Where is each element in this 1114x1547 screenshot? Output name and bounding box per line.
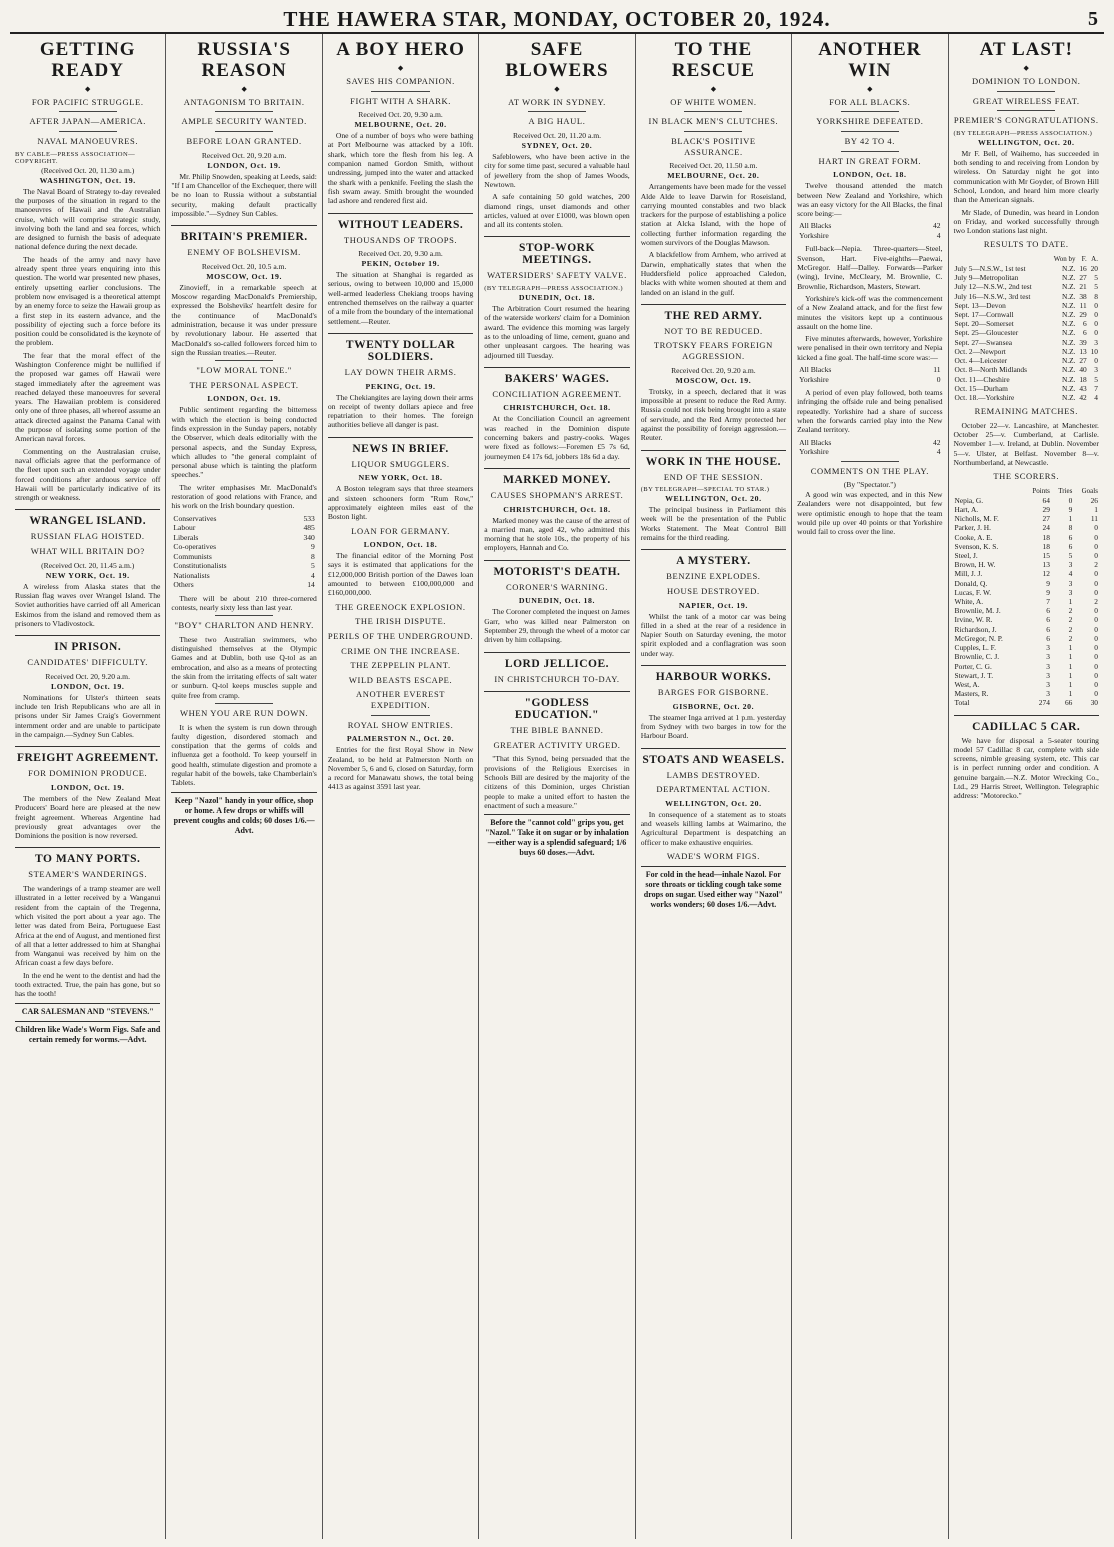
deck: BEFORE LOAN GRANTED. — [186, 136, 302, 147]
paragraph: These two Australian swimmers, who distinguished themselves at the Olympic Games and at Dublin, both use Q-tol as an embrocation, and also as a means of protecting the skin from the irritating effects of salt water or sunburn. Q-tol keeps muscles supple and quite free from cramp. — [171, 634, 317, 700]
advertisement: For cold in the head—inhale Nazol. For sore throats or tickling cough take some drops on sugar. Used either way "Nazol" works wonders; 60 doses 1/6.—Advt. — [641, 866, 786, 910]
column-7 — [949, 34, 1104, 1539]
divider — [215, 703, 273, 704]
table-row: Parker, J. H. 24 8 0 — [954, 523, 1098, 533]
column-1 — [10, 34, 166, 1539]
paragraph: The wanderings of a tramp steamer are well illustrated in a letter received by a Wanganui resident from the captain of the Tregenna, which visited the port about a year ago. The letter was dated from Beira, Portuguese East Africa at the end of August, and mentioned first of all that a letter addressed to him at Shanghai from Wanganui was received by him on the African coast a few days before. — [15, 884, 161, 968]
dateline: LONDON, Oct. 19. — [207, 394, 281, 404]
divider — [841, 111, 899, 112]
table-row: Conservatives 533 — [173, 513, 315, 523]
column-3 — [323, 34, 479, 1539]
deck: THE GREENOCK EXPLOSION. — [335, 601, 466, 612]
paragraph: A blackfellow from Arnhem, who arrived at Darwin, emphatically states that when the Huddersfield police approached Caledon, blacks with white women shouted at them and landed on an island in the gulf. — [640, 250, 787, 297]
deck: GREATER ACTIVITY URGED. — [493, 739, 621, 750]
subheadline: IN PRISON. — [15, 635, 160, 653]
deck: BY 42 TO 4. — [844, 136, 895, 147]
star-ornament: ◆ — [397, 63, 404, 72]
subheadline: WRANGEL ISLAND. — [15, 509, 160, 527]
dateline: MELBOURNE, Oct. 20. — [354, 120, 447, 130]
table-row: Brownlie, C. J. 3 1 0 — [954, 652, 1098, 662]
received-time: Received Oct. 20, 9.30 a.m. — [358, 249, 443, 259]
dateline: DUNEDIN, Oct. 18. — [518, 596, 596, 606]
paragraph: Public sentiment regarding the bitterness with which the election is being conducted finds expression in the Sunday papers, notably the Observer, which deals editorially with the personal aspects, and the Sunday Express, which alludes to "the general complaint of personal abuse which is tainting the platform speeches." — [171, 405, 317, 480]
table-row: Sept. 25—Gloucester N.Z. 6 0 — [954, 328, 1098, 338]
deck: THE PERSONAL ASPECT. — [189, 379, 299, 390]
deck: HART IN GREAT FORM. — [818, 155, 922, 166]
table-row: Nationalists 4 — [173, 570, 315, 580]
divider — [215, 360, 273, 361]
paragraph: Zinovieff, in a remarkable speech at Moscow regarding MacDonald's Premiership, expressed the Bolsheviks' heartfelt desire for the continuance of MacDonald's administration, because it was under pressure by revolutionary labour. He asserted that MacDonald's so-called followers forced him to sign the Russian treaties.—Reuter. — [171, 282, 317, 357]
paragraph: Entries for the first Royal Show in New Zealand, to be held at Palmerston North on November 5, 6 and 6, closed on Saturday, form a record for Manawatu shows, the total being 4413 as against 3591 last year. — [327, 745, 474, 792]
table-row: Richardson, J. 6 2 0 — [954, 624, 1098, 634]
dateline: MOSCOW, Oct. 19. — [675, 375, 752, 385]
subheadline: FREIGHT AGREEMENT. — [15, 746, 160, 764]
table-row: All Blacks 11 — [799, 365, 941, 375]
dateline: PEKIN, October 19. — [361, 259, 440, 269]
dateline: LONDON, Oct. 19. — [50, 681, 125, 691]
divider — [215, 131, 273, 132]
table-row: All Blacks 42 — [799, 221, 941, 231]
scorers-title: THE SCORERS. — [993, 471, 1060, 482]
headline: TO THE RESCUE — [671, 39, 755, 81]
table-row: Brownlie, M. J. 6 2 0 — [954, 606, 1098, 616]
deck: "BOY" CHARLTON AND HENRY. — [174, 620, 314, 631]
deck: CORONER'S WARNING. — [506, 581, 608, 592]
table-row: Donald, Q. 9 3 0 — [954, 578, 1098, 588]
deck: FIGHT WITH A SHARK. — [350, 95, 451, 106]
table-row: Labour 485 — [173, 523, 315, 533]
table-row: Brown, H. W. 13 3 2 — [954, 560, 1098, 570]
dateline: GISBORNE, Oct. 20. — [672, 701, 755, 711]
deck: A BIG HAUL. — [528, 116, 586, 127]
party-candidates-table — [171, 514, 316, 590]
results-body — [954, 264, 1099, 402]
subheadline: STOATS AND WEASELS. — [641, 748, 786, 766]
paragraph: Safeblowers, who have been active in the city for some time past, secured a valuable haul of jewellery from the shop of James Woods, Newtown. — [484, 152, 630, 189]
deck: CAUSES SHOPMAN'S ARREST. — [490, 489, 624, 500]
columns — [10, 34, 1104, 1539]
deck: YORKSHIRE DEFEATED. — [816, 116, 924, 127]
star-ornament: ◆ — [554, 84, 560, 93]
subheadline: A MYSTERY. — [641, 549, 786, 567]
credit-line: BY CABLE—PRESS ASSOCIATION—COPYRIGHT. — [15, 150, 136, 165]
deck: THE BIBLE BANNED. — [510, 725, 604, 736]
table-row: Cooke, A. E. 18 6 0 — [954, 532, 1098, 542]
headline: A BOY HERO — [336, 39, 465, 60]
divider — [684, 111, 742, 112]
table-row: Lucas, F. W. 9 3 0 — [954, 587, 1098, 597]
divider — [371, 715, 429, 716]
headline: ANOTHER WIN — [818, 39, 922, 81]
deck: WHEN YOU ARE RUN DOWN. — [179, 707, 309, 718]
subheadline: HARBOUR WORKS. — [641, 665, 786, 683]
deck: WADE'S WORM FIGS. — [666, 851, 760, 861]
deck: PREMIER'S CONGRATULATIONS. — [953, 115, 1099, 126]
table-row: July 9—Metropolitan N.Z. 27 5 — [954, 273, 1098, 283]
deck: AT WORK IN SYDNEY. — [508, 96, 606, 107]
table-row: Nicholls, M. F. 27 1 11 — [954, 514, 1098, 524]
paragraph: The writer emphasises Mr. MacDonald's restoration of good relations with France, and his work on the Irish boundary question. — [171, 482, 317, 511]
dateline: PALMERSTON N., Oct. 20. — [346, 734, 455, 744]
paragraph: The steamer Inga arrived at 1 p.m. yesterday from Sydney with two barges in tow for the Harbour Board. — [640, 712, 787, 741]
deck: BARGES FOR GISBORNE. — [657, 687, 769, 698]
advertisement: CAR SALESMAN AND "STEVENS." — [15, 1003, 160, 1017]
team-lineup: Full-back—Nepia. Three-quarters—Steel, Svenson, Hart. Five-eighths—Paewai, McGregor. Half—Dalley. Forwards—Parker (wing), Irvine, McCleary, M. Brownlie, C. Brownlie, Richardson, Masters, Stewart. — [797, 244, 943, 291]
star-ornament: ◆ — [85, 84, 91, 93]
subheadline: MOTORIST'S DEATH. — [484, 560, 629, 578]
paragraph: Arrangements have been made for the vessel Alde Alde to leave Darwin for Roseisland, carrying mounted constables and two black trackers for the purpose of establishing a police station at Alcka Island, with the hope of collecting further information regarding the women survivors of the Douglas Mawson. — [640, 182, 787, 248]
table-row: Oct. 11—Cheshire N.Z. 18 5 — [954, 374, 1098, 384]
paragraph: A wireless from Alaska states that the Russian flag waves over Wrangel Island. The Soviet authorities have carried off all American Eskimos from the island and removed them as prisoners to Vladivostock. — [15, 581, 161, 628]
dateline: SYDNEY, Oct. 20. — [521, 141, 593, 151]
table-row: Sept. 20—Somerset N.Z. 6 0 — [954, 319, 1098, 329]
credit-line: (BY TELEGRAPH—PRESS ASSOCIATION.) — [953, 129, 1093, 137]
remaining-matches: October 22—v. Lancashire, at Manchester. October 25—v. Cumberland, at Carlisle. November 1—v. Ireland, at Dublin. November 5—v. Ulster, at Belfast. November 8—v. Northumberland, at Newcastle. — [953, 420, 1099, 467]
column-4 — [479, 34, 635, 1539]
table-row: Stewart, J. T. 3 1 0 — [954, 670, 1098, 680]
paragraph: The Arbitration Court resumed the hearing of the waterside workers' claim for a Dominion award. The evidence this morning was largely as to the unloading of lime, cement, guano and other unpleasant cargoes. The hearing was adjourned till Tuesday. — [484, 304, 630, 360]
credit-line: (BY TELEGRAPH—PRESS ASSOCIATION.) — [484, 285, 623, 293]
table-row: Cupples, L. F. 3 1 0 — [954, 643, 1098, 653]
paragraph: Marked money was the cause of the arrest of a married man, aged 42, who admitted this morning that he stole 10s., the property of his employers, Hannah and Co. — [484, 515, 630, 553]
column-6 — [792, 34, 948, 1539]
column-5 — [636, 34, 792, 1539]
deck: LIQUOR SMUGGLERS. — [351, 458, 450, 469]
deck: ENEMY OF BOLSHEVISM. — [187, 247, 301, 258]
dateline: WELLINGTON, Oct. 20. — [665, 798, 762, 808]
deck: DEPARTMENTAL ACTION. — [656, 784, 771, 795]
deck: WHAT WILL BRITAIN DO? — [30, 546, 145, 557]
paragraph: There will be about 210 three-cornered contests, nearly sixty less than last year. — [171, 593, 317, 612]
subheadline: WITHOUT LEADERS. — [328, 213, 473, 231]
table-row: July 12—N.S.W., 2nd test N.Z. 21 5 — [954, 282, 1098, 292]
paragraph: Mr F. Bell, of Waihemo, has succeeded in both sending to and receiving from London by wireless. On Saturday night he got into communication with Mr Goyder, of Brown Hill School, London, and heard him more clearly than the American signals. — [953, 148, 1099, 205]
received-time: Received Oct. 20, 9.20 a.m. — [671, 365, 756, 375]
table-row: Sept. 17—Cornwall N.Z. 29 0 — [954, 310, 1098, 320]
dateline: LONDON, Oct. 18. — [833, 170, 907, 180]
paragraph: One of a number of boys who were bathing at Port Melbourne was attacked by a 10ft. shark, which tore the flesh from his leg. A companion named Gordon Smith, without undressing, jumped into the water and attacked the shark with a penknife. Feeling the slash the fish swam away. Smith brought the wounded lad ashore and rendered first aid. — [327, 131, 474, 206]
received-time: Received Oct. 20, 9.30 a.m. — [358, 110, 443, 120]
paragraph: "That this Synod, being persuaded that the provisions of the Religious Exercises in Schools Bill are desired by the majority of the citizens of this Dominion, urges Christian people to make a united effort to hasten the enactment of such a measure." — [484, 754, 630, 810]
table-row: Irvine, W. R. 6 2 0 — [954, 615, 1098, 625]
divider — [841, 151, 899, 152]
received-time: (Received Oct. 20, 11.45 a.m.) — [41, 560, 135, 570]
masthead-title: THE HAWERA STAR, MONDAY, OCTOBER 20, 1924. — [283, 6, 831, 31]
deck: ANTAGONISM TO BRITAIN. — [183, 96, 305, 107]
received-time: (Received Oct. 20, 11.30 a.m.) — [41, 165, 135, 175]
star-ornament: ◆ — [867, 84, 873, 93]
subheadline: MARKED MONEY. — [484, 468, 629, 486]
table-row: July 16—N.S.W., 3rd test N.Z. 38 8 — [954, 291, 1098, 301]
table-row: Oct. 2—Newport N.Z. 13 10 — [954, 346, 1098, 356]
paragraph: Mr. Philip Snowden, speaking at Leeds, said: "If I am Chancellor of the Exchequer, there will be no loan to Russia without a substantial security, making default practically impossible."—Sydney Sun Cables. — [171, 171, 317, 218]
column-2 — [166, 34, 322, 1539]
table-row: Oct. 4—Leicester N.Z. 27 0 — [954, 356, 1098, 366]
headline: RUSSIA'S REASON — [197, 39, 291, 81]
deck: LOAN FOR GERMANY. — [351, 525, 450, 536]
deck: NOT TO BE REDUCED. — [664, 325, 763, 336]
table-header: Won by F. A. — [1053, 255, 1098, 264]
deck: WATERSIDERS' SAFETY VALVE. — [487, 270, 627, 281]
deck: FOR DOMINION PRODUCE. — [28, 768, 148, 779]
advertisement: Children like Wade's Worm Figs. Safe and certain remedy for worms.—Advt. — [15, 1021, 160, 1045]
subheadline: "GODLESS EDUCATION." — [484, 691, 629, 721]
dateline: LONDON, Oct. 19. — [207, 160, 281, 170]
credit-line: (BY TELEGRAPH—SPECIAL TO STAR.) — [640, 486, 770, 494]
paragraph: Nominations for Ulster's thirteen seats include ten Irish Republicans who are all in prisons under Sir James Craig's Government internment order and are unable to participate in the campaign.—Sydney Sun Cables. — [15, 692, 161, 739]
paragraph: The Chekiangites are laying down their arms on receipt of twenty dollars apiece and free repatriation to their homes. The foreign authorities believe all danger is past. — [327, 392, 474, 430]
table-row-total: Total 274 66 30 — [954, 698, 1098, 708]
advertisement: Before the "cannot cold" grips you, get "Nazol." Take it on sugar or by inhalation—either way is a splendid safeguard; 1/6 buys 60 doses.—Advt. — [484, 814, 629, 858]
deck: THE IRISH DISPUTE. — [355, 616, 446, 627]
dateline: DUNEDIN, Oct. 18. — [518, 293, 596, 303]
subheadline: TO MANY PORTS. — [15, 847, 160, 865]
credit-line: (By "Spectator.") — [843, 480, 896, 490]
deck: PERILS OF THE UNDERGROUND. — [327, 630, 474, 641]
table-row: Communists 8 — [173, 551, 315, 561]
paragraph: The principal business in Parliament this week will be the presentation of the Public Works Statement. The Meat Control Bill remains for the third reading. — [640, 505, 787, 543]
received-time: Received Oct. 20, 9.20 a.m. — [201, 150, 287, 160]
deck: CANDIDATES' DIFFICULTY. — [27, 657, 149, 668]
paragraph: In the end he went to the dentist and had the tooth extracted. True, the pain has gone, but so has the tooth! — [15, 970, 161, 999]
masthead — [10, 6, 1104, 34]
deck: WILD BEASTS ESCAPE. — [348, 674, 453, 685]
star-ornament: ◆ — [241, 84, 247, 93]
divider — [528, 111, 586, 112]
subheadline: TWENTY DOLLAR SOLDIERS. — [328, 333, 473, 363]
deck: THOUSANDS OF TROOPS. — [343, 234, 458, 245]
deck: FOR PACIFIC STRUGGLE. — [31, 96, 144, 107]
table-row: Oct. 18.—Yorkshire N.Z. 42 4 — [954, 392, 1098, 402]
subheadline: BAKERS' WAGES. — [484, 367, 629, 385]
star-ornament: ◆ — [710, 84, 717, 93]
subheadline: STOP-WORK MEETINGS. — [484, 236, 629, 266]
table-row: All Blacks 42 — [799, 437, 941, 447]
advertisement: Keep "Nazol" handy in your office, shop or home. A few drops or whiffs will prevent coughs and colds; 60 doses 1/6.—Advt. — [171, 792, 316, 836]
divider — [997, 110, 1055, 111]
dateline: CHRISTCHURCH, Oct. 18. — [503, 403, 611, 413]
table-row: Porter, C. G. 3 1 0 — [954, 661, 1098, 671]
table-header: Points Tries Goals — [1032, 486, 1098, 495]
deck: GREAT WIRELESS FEAT. — [972, 95, 1080, 106]
headline: SAFE BLOWERS — [505, 39, 609, 81]
deck: SAVES HIS COMPANION. — [346, 75, 455, 86]
advertisement: We have for disposal a 5-seater touring model 57 Cadillac 8 car, complete with side screens, nimble greasing system, etc. This car is in perfect running order and condition. A genuine bargain.—N.Z. Motor Wrecking Co., Ltd., 29 Harris Street, Wellington. Telegraphic address: "Motorecko." — [953, 735, 1099, 801]
table-row: Masters, R. 3 1 0 — [954, 689, 1098, 699]
deck: TROTSKY FEARS FOREIGN AGGRESSION. — [653, 340, 773, 362]
dateline: WASHINGTON, Oct. 19. — [39, 175, 136, 185]
results-title: RESULTS TO DATE. — [983, 239, 1069, 250]
deck: RUSSIAN FLAG HOISTED. — [30, 531, 145, 542]
subheadline: CADILLAC 5 CAR. — [954, 715, 1099, 733]
paragraph: The Naval Board of Strategy to-day revealed the purposes of the situation in regard to the manoeuvres of Hawaii and the Australian cruise, which will comprise strategic study, involving both the land and sea forces, which are designed to furnish the basis of adequate national defence during the next decade. — [15, 186, 161, 252]
paragraph: The fear that the moral effect of the Washington Conference might be nullified if the proposed war games off Hawaii were staged immediately after the agreement was reached delayed these manoeuvres for several years. The Hawaiian problem is considered only one of three phases, all whereof assume an attack directed against the Panama Canal with the purpose of isolating some portion of the American naval forces. — [15, 350, 161, 444]
dateline: LONDON, Oct. 19. — [50, 782, 125, 792]
dateline: PEKING, Oct. 19. — [365, 381, 436, 391]
deck: NAVAL MANOEUVRES. — [37, 136, 139, 147]
dateline: NAPIER, Oct. 19. — [678, 600, 748, 610]
subheadline: THE RED ARMY. — [641, 304, 786, 322]
scorers-body — [954, 496, 1099, 698]
table-row: West, A. 3 1 0 — [954, 679, 1098, 689]
table-row: McGregor, N. P. 6 2 0 — [954, 633, 1098, 643]
remaining-title: REMAINING MATCHES. — [974, 406, 1078, 417]
table-row: Steel, J. 15 5 0 — [954, 551, 1098, 561]
headline: GETTING READY — [39, 39, 136, 81]
deck: STEAMER'S WANDERINGS. — [28, 869, 148, 880]
subheadline: BRITAIN'S PREMIER. — [171, 225, 316, 243]
dateline: NEW YORK, Oct. 18. — [358, 473, 443, 483]
received-time: Received Oct. 20, 10.5 a.m. — [201, 261, 287, 271]
table-row: Sept. 27—Swansea N.Z. 39 3 — [954, 337, 1098, 347]
table-row: White, A. 7 1 2 — [954, 597, 1098, 607]
paragraph: At the Conciliation Council an agreement was reached in the Dominion dispute concerning bakers and pastry-cooks. Wages were fixed as follows:—Foremen £5 7s 6d, journeymen £4 17s 6d, jobbers 18s 6d a day. — [484, 414, 630, 461]
score-table — [797, 365, 942, 384]
subheadline: WORK IN THE HOUSE. — [641, 450, 786, 468]
divider — [371, 91, 429, 92]
paragraph: In consequence of a statement as to stoats and weasels killing lambs at Waimarino, the Agricultural Department is despatching an officer to make exhaustive enquiries. — [640, 809, 787, 847]
deck: ROYAL SHOW ENTRIES. — [347, 719, 454, 730]
deck: THE ZEPPELIN PLANT. — [350, 660, 451, 671]
deck: "LOW MORAL TONE." — [196, 365, 292, 376]
paragraph: The members of the New Zealand Meat Producers' Board here are pleased at the new freight agreement. Whereas Argentine had previously great advantages over the Dominions the position is now reversed. — [15, 793, 161, 841]
star-ornament: ◆ — [1023, 63, 1029, 72]
deck: HOUSE DESTROYED. — [667, 585, 760, 596]
table-row: Yorkshire 4 — [799, 230, 941, 240]
deck: BLACK'S POSITIVE ASSURANCE. — [671, 136, 756, 157]
dateline: WELLINGTON, Oct. 20. — [977, 137, 1075, 147]
paragraph: Commenting on the Australasian cruise, naval officials agree that the performance of the fleet upon such an extended voyage under forced conditions after arduous service off Hawaii will be particularly indicative of its strength or weakness. — [15, 446, 161, 503]
headline: AT LAST! — [979, 39, 1073, 60]
dateline: MOSCOW, Oct. 19. — [206, 271, 283, 281]
deck: FOR ALL BLACKS. — [829, 96, 911, 107]
paragraph: A Boston telegram says that three steamers and sixteen schooners form "Rum Row," approximately eighteen miles east of the Boston light. — [327, 484, 474, 522]
table-row: Yorkshire 4 — [799, 447, 941, 457]
divider — [841, 131, 899, 132]
deck: LAY DOWN THEIR ARMS. — [344, 366, 457, 377]
deck: BENZINE EXPLODES. — [666, 571, 761, 582]
paragraph: Yorkshire's kick-off was the commencement of a New Zealand attack, and for the first few minutes the visitors kept up a continuous assault on the home line. — [797, 293, 943, 331]
paragraph: Twelve thousand attended the match between New Zealand and Yorkshire, which was an easy victory for the All Blacks, the final score being:— — [797, 181, 943, 219]
paragraph: A good win was expected, and in this New Zealanders were not disappointed, but few were optimistic enough to hope that the team would pile up over 40 points or that Yorkshire would fail to cross over the line. — [797, 490, 943, 537]
deck: AMPLE SECURITY WANTED. — [181, 116, 307, 127]
divider — [684, 131, 742, 132]
paragraph: Five minutes afterwards, however, Yorkshire were penalised in their own territory and Nepia kicked a fine goal. The half-time score was:— — [797, 334, 943, 362]
paragraph: Mr Slade, of Dunedin, was heard in London on Friday, and worked successfully through two London stations last night. — [953, 207, 1099, 236]
dateline: WELLINGTON, Oct. 20. — [665, 494, 762, 504]
table-row: Svenson, K. S. 18 6 0 — [954, 541, 1098, 551]
paragraph: The heads of the army and navy have already spent three years enquiring into this question. The world war presented new phases, entirely upsetting earlier conclusions. The problem now envisaged is a theoretical attempt by an enemy force to seize the Hawaii group as a first step in its eastern advance, and the possibility of ejecting such a force before its position could be consolidated is the keynote of the problem. — [15, 254, 161, 348]
dateline: MELBOURNE, Oct. 20. — [667, 171, 760, 181]
deck: OF WHITE WOMEN. — [670, 96, 757, 107]
paragraph: The financial editor of the Morning Post says it is estimated that applications for the £12,000,000 British portion of the Dawes loan amounted to between £100,000,000 and £160,000,000. — [327, 551, 474, 598]
table-row: Liberals 340 — [173, 532, 315, 542]
received-time: Received Oct. 20, 11.20 a.m. — [512, 131, 602, 141]
divider — [59, 111, 117, 112]
deck: CRIME ON THE INCREASE. — [341, 645, 460, 656]
deck: END OF THE SESSION. — [663, 471, 763, 482]
table-row: Co-operatives 9 — [173, 542, 315, 552]
dateline: CHRISTCHURCH, Oct. 18. — [503, 504, 611, 514]
divider — [59, 131, 117, 132]
table-row: Hart, A. 29 9 1 — [954, 505, 1098, 515]
divider — [841, 461, 899, 462]
deck: IN BLACK MEN'S CLUTCHES. — [648, 116, 779, 127]
deck: ANOTHER EVEREST EXPEDITION. — [356, 689, 446, 711]
table-row: Others 14 — [173, 580, 315, 590]
received-time: Received Oct. 20, 9.20 a.m. — [45, 671, 130, 681]
divider — [997, 91, 1055, 92]
paragraph: Trotsky, in a speech, declared that it was impossible at present to reduce the Red Army. Russia could not risk being brought into a state of servitude, and the Red Army protected her against the possibility of foreign aggression.—Reuter. — [640, 386, 787, 443]
deck: AFTER JAPAN—AMERICA. — [29, 116, 146, 127]
deck: DOMINION TO LONDON. — [971, 75, 1081, 86]
table-row: Constitutionalists 5 — [173, 561, 315, 571]
paragraph: The Coroner completed the inquest on James Garr, who was killed near Palmerston on September 29, through the wheel of a motor car driven by him collapsing. — [484, 607, 630, 645]
page-number: 5 — [1088, 7, 1098, 30]
table-row: Sept. 13—Devon N.Z. 11 0 — [954, 300, 1098, 310]
paragraph: It is when the system is run down through faulty digestion, disordered stomach and constipation that the germs of colds and influenza get a foothold. To keep yourself in good health, stimulate digestion and promote a regular habit of the bowels, take Chamberlain's Tablets. — [171, 722, 317, 788]
dateline: LONDON, Oct. 18. — [363, 540, 438, 550]
paragraph: A period of even play followed, both teams infringing the offside rule and being penalised repeatedly. Yorkshire had a share of success when the forwards carried play into the New Zealand territory. — [797, 388, 943, 435]
dateline: NEW YORK, Oct. 19. — [45, 570, 130, 580]
subheadline: NEWS IN BRIEF. — [328, 437, 473, 455]
table-row: Yorkshire 0 — [799, 374, 941, 384]
score-table — [797, 221, 942, 240]
score-table — [797, 438, 942, 457]
scorers-table — [954, 486, 1099, 708]
paragraph: Whilst the tank of a motor car was being filled in a shed at the rear of a residence in Napier South on Saturday evening, the motor spirit exploded and a conflagration was soon under way. — [640, 611, 787, 658]
deck: CONCILIATION AGREEMENT. — [492, 388, 622, 399]
divider — [215, 615, 273, 616]
received-time: Received Oct. 20, 11.50 a.m. — [669, 161, 758, 171]
paragraph: The situation at Shanghai is regarded as serious, owing to between 10,000 and 15,000 well-armed leaderless Chekiang troops having entrenched themselves on the railway a quarter of a mile from the boundary of the international settlement.—Reuter. — [327, 270, 474, 326]
table-row: Oct. 8—North Midlands N.Z. 40 3 — [954, 365, 1098, 375]
table-row: Mill, J. J. 12 4 0 — [954, 569, 1098, 579]
table-row: Nepia, G. 64 0 26 — [954, 495, 1098, 505]
paragraph: A safe containing 50 gold watches, 200 diamond rings, unset diamonds and other articles, valued at over £1000, was blown open and all its contents stolen. — [484, 192, 630, 230]
subheadline: LORD JELLICOE. — [484, 652, 629, 670]
results-table — [954, 254, 1099, 402]
deck: COMMENTS ON THE PLAY. — [810, 465, 929, 476]
table-row: Oct. 15—Durham N.Z. 43 7 — [954, 383, 1098, 393]
deck: LAMBS DESTROYED. — [666, 769, 761, 780]
divider — [215, 111, 273, 112]
deck: IN CHRISTCHURCH TO-DAY. — [494, 673, 620, 684]
table-row: July 5—N.S.W., 1st test N.Z. 16 20 — [954, 264, 1098, 274]
